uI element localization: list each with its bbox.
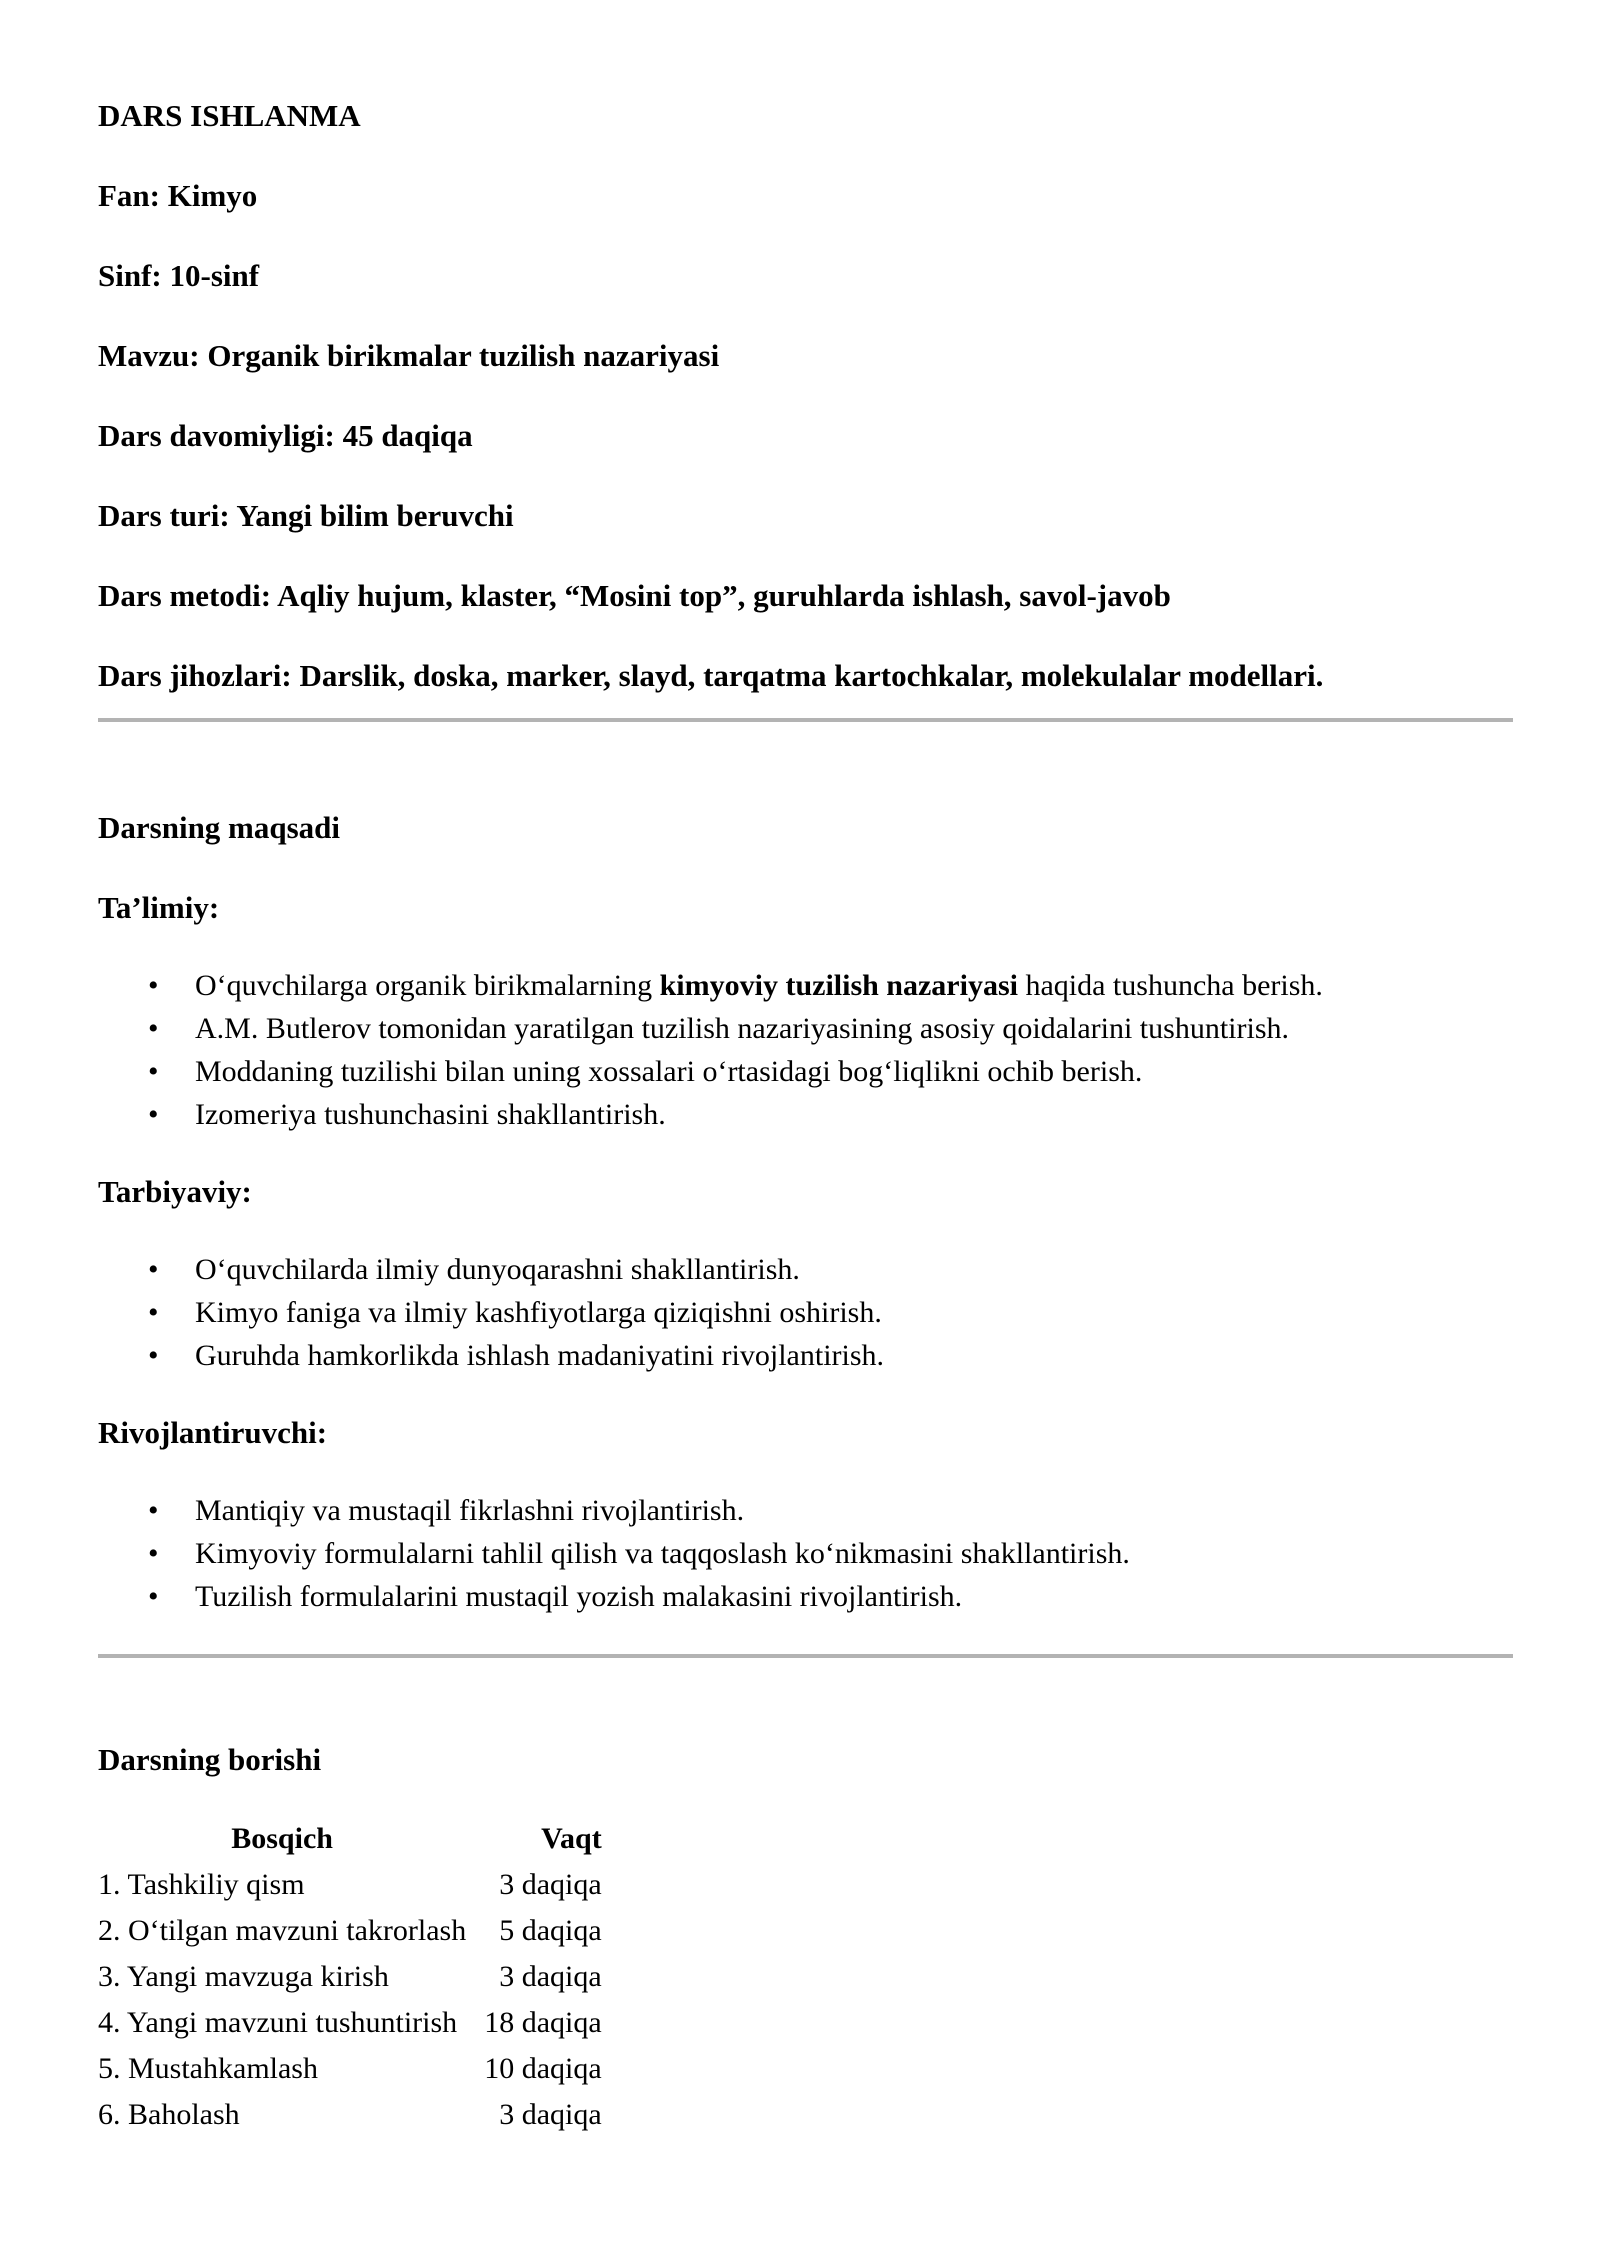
time-cell: 3 daqiqa <box>499 1868 602 1901</box>
lesson-steps-table <box>98 1816 602 2138</box>
item-bold-text: kimyoviy tuzilish nazariyasi <box>659 969 1018 1002</box>
bullet-icon: • <box>148 1012 159 1045</box>
list-item <box>98 1291 1513 1334</box>
field-label: Dars metodi: <box>98 578 272 613</box>
column-header-time: Vaqt <box>541 1822 602 1855</box>
field-value: Kimyo <box>167 178 258 213</box>
list-item <box>98 1007 1513 1050</box>
list-item <box>98 1248 1513 1291</box>
field-label: Dars jihozlari: <box>98 658 292 693</box>
section-divider <box>98 1654 1513 1658</box>
item-text: haqida tushuncha berish. <box>1017 969 1323 1002</box>
field-lesson-type <box>98 496 1513 536</box>
list-item <box>98 1334 1513 1377</box>
time-cell: 5 daqiqa <box>499 1914 602 1947</box>
table-row <box>98 1862 602 1908</box>
bullet-icon: • <box>148 1055 159 1088</box>
item-text: O‘quvchilarda ilmiy dunyoqarashni shakllantirish. <box>195 1253 800 1286</box>
upbringing-goals-list <box>98 1248 1513 1377</box>
field-topic <box>98 336 1513 376</box>
table-row <box>98 2000 602 2046</box>
field-label: Fan: <box>98 178 160 213</box>
upbringing-goals-title: Tarbiyaviy: <box>98 1174 252 1209</box>
table-row <box>98 2046 602 2092</box>
item-text: Mantiqiy va mustaqil fikrlashni rivojlantirish. <box>195 1494 745 1527</box>
bullet-icon: • <box>148 1253 159 1286</box>
item-text: Izomeriya tushunchasini shakllantirish. <box>195 1098 666 1131</box>
field-subject <box>98 176 1513 216</box>
field-label: Dars davomiyligi: <box>98 418 335 453</box>
list-item <box>98 1532 1513 1575</box>
educational-goals-title: Ta’limiy: <box>98 890 220 925</box>
item-text: Kimyoviy formulalarni tahlil qilish va taqqoslash ko‘nikmasini shakllantirish. <box>195 1537 1130 1570</box>
time-cell: 18 daqiqa <box>484 2006 602 2039</box>
list-item <box>98 1489 1513 1532</box>
list-item <box>98 964 1513 1007</box>
stage-cell: 2. O‘tilgan mavzuni takrorlash <box>98 1914 467 1947</box>
bullet-icon: • <box>148 1537 159 1570</box>
item-text: Tuzilish formulalarini mustaqil yozish malakasini rivojlantirish. <box>195 1580 963 1613</box>
table-header-row <box>98 1816 602 1862</box>
section-divider <box>98 718 1513 722</box>
field-methods <box>98 576 1513 616</box>
document-title: DARS ISHLANMA <box>98 98 361 133</box>
item-text: Moddaning tuzilishi bilan uning xossalari o‘rtasidagi bog‘liqlikni ochib berish. <box>195 1055 1143 1088</box>
stage-cell: 6. Baholash <box>98 2098 240 2131</box>
field-value: Aqliy hujum, klaster, “Mosini top”, guruhlarda ishlash, savol-javob <box>277 578 1171 613</box>
time-cell: 3 daqiqa <box>499 2098 602 2131</box>
lesson-process-title: Darsning borishi <box>98 1742 322 1777</box>
stage-cell: 3. Yangi mavzuga kirish <box>98 1960 389 1993</box>
column-header-stage: Bosqich <box>231 1822 333 1855</box>
table-row <box>98 2092 602 2138</box>
educational-goals-list <box>98 964 1513 1136</box>
bullet-icon: • <box>148 1494 159 1527</box>
bullet-icon: • <box>148 1098 159 1131</box>
time-cell: 3 daqiqa <box>499 1960 602 1993</box>
item-text: Guruhda hamkorlikda ishlash madaniyatini rivojlantirish. <box>195 1339 885 1372</box>
item-text: O‘quvchilarga organik birikmalarning <box>195 969 660 1002</box>
developmental-goals-title: Rivojlantiruvchi: <box>98 1415 328 1450</box>
field-equipment <box>98 656 1513 696</box>
document-page <box>98 96 1513 2138</box>
developmental-goals-list <box>98 1489 1513 1618</box>
field-value: Yangi bilim beruvchi <box>236 498 514 533</box>
item-text: A.M. Butlerov tomonidan yaratilgan tuzilish nazariyasining asosiy qoidalarini tushuntirish. <box>195 1012 1289 1045</box>
field-value: Darslik, doska, marker, slayd, tarqatma kartochkalar, molekulalar modellari. <box>299 658 1324 693</box>
list-item <box>98 1575 1513 1618</box>
field-label: Sinf: <box>98 258 162 293</box>
field-value: 10-sinf <box>169 258 260 293</box>
stage-cell: 4. Yangi mavzuni tushuntirish <box>98 2006 458 2039</box>
goals-title: Darsning maqsadi <box>98 810 341 845</box>
field-label: Dars turi: <box>98 498 230 533</box>
list-item <box>98 1093 1513 1136</box>
table-row <box>98 1954 602 2000</box>
field-value: 45 daqiqa <box>342 418 473 453</box>
bullet-icon: • <box>148 1339 159 1372</box>
bullet-icon: • <box>148 1296 159 1329</box>
bullet-icon: • <box>148 969 159 1002</box>
item-text: Kimyo faniga va ilmiy kashfiyotlarga qiziqishni oshirish. <box>195 1296 882 1329</box>
stage-cell: 5. Mustahkamlash <box>98 2052 318 2085</box>
field-value: Organik birikmalar tuzilish nazariyasi <box>207 338 720 373</box>
stage-cell: 1. Tashkiliy qism <box>98 1868 305 1901</box>
field-label: Mavzu: <box>98 338 200 373</box>
bullet-icon: • <box>148 1580 159 1613</box>
field-grade <box>98 256 1513 296</box>
list-item <box>98 1050 1513 1093</box>
time-cell: 10 daqiqa <box>484 2052 602 2085</box>
field-duration <box>98 416 1513 456</box>
table-row <box>98 1908 602 1954</box>
